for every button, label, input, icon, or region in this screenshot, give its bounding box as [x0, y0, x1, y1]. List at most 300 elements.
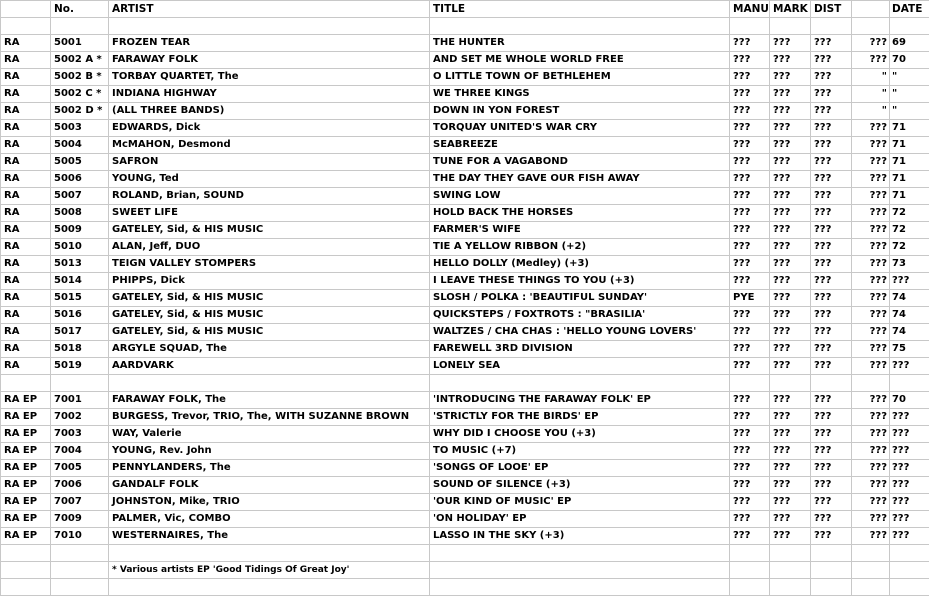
table-row: [1, 256, 929, 273]
cell-catalog-no: 5006: [51, 171, 109, 188]
cell-prefix: RA EP: [1, 426, 51, 443]
table-row: [1, 137, 929, 154]
cell-title: WHY DID I CHOOSE YOU (+3): [430, 426, 730, 443]
cell-catalog-no: 5010: [51, 239, 109, 256]
header-blank: [852, 1, 890, 18]
cell-catalog-no: [51, 375, 109, 392]
cell-dist: ???: [811, 290, 852, 307]
cell-manu: ???: [730, 52, 770, 69]
cell-artist: GANDALF FOLK: [109, 477, 430, 494]
cell-mark: ???: [770, 341, 811, 358]
cell-date: [890, 375, 929, 392]
cell-extra: ???: [852, 290, 890, 307]
cell-dist: ???: [811, 324, 852, 341]
table-row: [1, 52, 929, 69]
cell-catalog-no: 5008: [51, 205, 109, 222]
cell-manu: ???: [730, 392, 770, 409]
cell-title: LASSO IN THE SKY (+3): [430, 528, 730, 545]
cell-catalog-no: 5015: [51, 290, 109, 307]
cell-title: FAREWELL 3RD DIVISION: [430, 341, 730, 358]
cell-manu: ???: [730, 86, 770, 103]
cell-manu: ???: [730, 273, 770, 290]
cell-date: ???: [890, 477, 929, 494]
cell-dist: [811, 375, 852, 392]
table-row: [1, 528, 929, 545]
cell-date: ": [890, 103, 929, 120]
cell-catalog-no: 5013: [51, 256, 109, 273]
table-row: [1, 171, 929, 188]
cell-prefix: [1, 375, 51, 392]
cell-date: [890, 18, 929, 35]
table-row: [1, 69, 929, 86]
cell-dist: ???: [811, 409, 852, 426]
cell-prefix: RA: [1, 103, 51, 120]
cell-date: ???: [890, 494, 929, 511]
cell-manu: [730, 375, 770, 392]
cell-mark: ???: [770, 86, 811, 103]
cell-extra: ???: [852, 511, 890, 528]
table-row: [1, 511, 929, 528]
cell-title: WE THREE KINGS: [430, 86, 730, 103]
cell-dist: [811, 545, 852, 562]
cell-extra: ???: [852, 171, 890, 188]
cell-mark: ???: [770, 358, 811, 375]
cell-extra: ???: [852, 239, 890, 256]
table-row: [1, 392, 929, 409]
cell-artist: ARGYLE SQUAD, The: [109, 341, 430, 358]
cell-date: ": [890, 86, 929, 103]
cell-catalog-no: 5019: [51, 358, 109, 375]
cell-date: ": [890, 69, 929, 86]
cell-dist: ???: [811, 511, 852, 528]
cell-manu: ???: [730, 154, 770, 171]
cell-manu: ???: [730, 477, 770, 494]
header-mark: MARK: [770, 1, 811, 18]
cell-extra: ???: [852, 341, 890, 358]
header-row: [1, 1, 929, 18]
cell-manu: ???: [730, 358, 770, 375]
cell-artist: YOUNG, Ted: [109, 171, 430, 188]
cell-title: HELLO DOLLY (Medley) (+3): [430, 256, 730, 273]
cell-artist: McMAHON, Desmond: [109, 137, 430, 154]
cell-catalog-no: 5002 D *: [51, 103, 109, 120]
cell-manu: ???: [730, 188, 770, 205]
cell-dist: [811, 562, 852, 579]
cell-title: FARMER'S WIFE: [430, 222, 730, 239]
cell-manu: ???: [730, 409, 770, 426]
cell-mark: ???: [770, 52, 811, 69]
cell-title: 'ON HOLIDAY' EP: [430, 511, 730, 528]
cell-date: 71: [890, 120, 929, 137]
cell-title: O LITTLE TOWN OF BETHLEHEM: [430, 69, 730, 86]
cell-dist: ???: [811, 103, 852, 120]
cell-extra: ???: [852, 443, 890, 460]
cell-catalog-no: 7005: [51, 460, 109, 477]
table-row: [1, 120, 929, 137]
cell-catalog-no: 5009: [51, 222, 109, 239]
cell-artist: TORBAY QUARTET, The: [109, 69, 430, 86]
cell-dist: ???: [811, 273, 852, 290]
header-artist: ARTIST: [109, 1, 430, 18]
cell-mark: ???: [770, 426, 811, 443]
cell-catalog-no: 5007: [51, 188, 109, 205]
cell-extra: ???: [852, 426, 890, 443]
cell-catalog-no: 5002 C *: [51, 86, 109, 103]
footnote: * Various artists EP 'Good Tidings Of Great Joy': [109, 562, 430, 579]
table-row: [1, 103, 929, 120]
cell-artist: JOHNSTON, Mike, TRIO: [109, 494, 430, 511]
cell-mark: ???: [770, 239, 811, 256]
cell-artist: YOUNG, Rev. John: [109, 443, 430, 460]
cell-prefix: RA: [1, 290, 51, 307]
cell-dist: ???: [811, 188, 852, 205]
cell-dist: ???: [811, 358, 852, 375]
cell-extra: [852, 579, 890, 596]
cell-prefix: RA: [1, 256, 51, 273]
cell-mark: ???: [770, 511, 811, 528]
cell-catalog-no: 7002: [51, 409, 109, 426]
cell-artist: EDWARDS, Dick: [109, 120, 430, 137]
cell-manu: [730, 18, 770, 35]
cell-mark: ???: [770, 290, 811, 307]
cell-title: SOUND OF SILENCE (+3): [430, 477, 730, 494]
cell-mark: ???: [770, 392, 811, 409]
cell-title: [430, 375, 730, 392]
cell-date: [890, 562, 929, 579]
cell-artist: PHIPPS, Dick: [109, 273, 430, 290]
cell-catalog-no: 5004: [51, 137, 109, 154]
cell-manu: ???: [730, 443, 770, 460]
cell-artist: GATELEY, Sid, & HIS MUSIC: [109, 290, 430, 307]
cell-manu: ???: [730, 426, 770, 443]
cell-manu: [730, 579, 770, 596]
cell-prefix: RA EP: [1, 511, 51, 528]
cell-catalog-no: 5017: [51, 324, 109, 341]
table-row: [1, 188, 929, 205]
cell-dist: ???: [811, 239, 852, 256]
cell-mark: ???: [770, 69, 811, 86]
cell-catalog-no: 5005: [51, 154, 109, 171]
cell-prefix: RA: [1, 324, 51, 341]
cell-title: TUNE FOR A VAGABOND: [430, 154, 730, 171]
cell-title: LONELY SEA: [430, 358, 730, 375]
cell-date: 72: [890, 239, 929, 256]
cell-dist: ???: [811, 86, 852, 103]
cell-manu: PYE: [730, 290, 770, 307]
cell-mark: ???: [770, 307, 811, 324]
cell-mark: ???: [770, 409, 811, 426]
table-row: [1, 426, 929, 443]
cell-mark: ???: [770, 494, 811, 511]
cell-prefix: RA: [1, 188, 51, 205]
cell-mark: ???: [770, 528, 811, 545]
cell-catalog-no: 7004: [51, 443, 109, 460]
cell-catalog-no: [51, 545, 109, 562]
cell-dist: ???: [811, 205, 852, 222]
cell-mark: ???: [770, 205, 811, 222]
cell-catalog-no: 7001: [51, 392, 109, 409]
cell-mark: ???: [770, 477, 811, 494]
cell-date: ???: [890, 273, 929, 290]
cell-prefix: RA EP: [1, 443, 51, 460]
cell-title: QUICKSTEPS / FOXTROTS : "BRASILIA': [430, 307, 730, 324]
cell-prefix: [1, 545, 51, 562]
cell-mark: [770, 375, 811, 392]
cell-manu: ???: [730, 222, 770, 239]
cell-title: [430, 579, 730, 596]
header-title: TITLE: [430, 1, 730, 18]
cell-extra: [852, 375, 890, 392]
cell-dist: ???: [811, 69, 852, 86]
cell-date: ???: [890, 409, 929, 426]
cell-mark: ???: [770, 35, 811, 52]
cell-title: THE DAY THEY GAVE OUR FISH AWAY: [430, 171, 730, 188]
header-date: DATE: [890, 1, 929, 18]
cell-artist: [109, 579, 430, 596]
cell-catalog-no: [51, 579, 109, 596]
table-row: [1, 273, 929, 290]
cell-prefix: RA EP: [1, 477, 51, 494]
cell-extra: ???: [852, 120, 890, 137]
cell-prefix: RA: [1, 307, 51, 324]
cell-dist: ???: [811, 460, 852, 477]
cell-prefix: RA: [1, 171, 51, 188]
cell-artist: ALAN, Jeff, DUO: [109, 239, 430, 256]
cell-mark: ???: [770, 154, 811, 171]
cell-artist: [109, 375, 430, 392]
cell-mark: ???: [770, 171, 811, 188]
cell-prefix: RA: [1, 205, 51, 222]
cell-mark: ???: [770, 460, 811, 477]
header-dist: DIST: [811, 1, 852, 18]
cell-extra: [852, 562, 890, 579]
cell-artist: FARAWAY FOLK: [109, 52, 430, 69]
cell-manu: ???: [730, 35, 770, 52]
cell-date: 70: [890, 52, 929, 69]
cell-extra: ": [852, 103, 890, 120]
cell-extra: ???: [852, 137, 890, 154]
cell-mark: ???: [770, 256, 811, 273]
blank-row: [1, 18, 929, 35]
cell-mark: [770, 18, 811, 35]
header-no: No.: [51, 1, 109, 18]
cell-prefix: RA: [1, 273, 51, 290]
cell-artist: BURGESS, Trevor, TRIO, The, WITH SUZANNE BROWN: [109, 409, 430, 426]
cell-artist: [109, 18, 430, 35]
cell-dist: ???: [811, 477, 852, 494]
footnote-row: [1, 562, 929, 579]
cell-artist: (ALL THREE BANDS): [109, 103, 430, 120]
cell-manu: ???: [730, 171, 770, 188]
cell-title: SEABREEZE: [430, 137, 730, 154]
cell-extra: ": [852, 86, 890, 103]
cell-dist: ???: [811, 341, 852, 358]
cell-catalog-no: 5018: [51, 341, 109, 358]
cell-extra: ???: [852, 324, 890, 341]
cell-date: ???: [890, 443, 929, 460]
table-row: [1, 358, 929, 375]
cell-prefix: [1, 18, 51, 35]
cell-date: 75: [890, 341, 929, 358]
cell-title: TIE A YELLOW RIBBON (+2): [430, 239, 730, 256]
cell-manu: ???: [730, 460, 770, 477]
table-row: [1, 477, 929, 494]
cell-artist: WAY, Valerie: [109, 426, 430, 443]
cell-mark: ???: [770, 324, 811, 341]
cell-prefix: RA: [1, 222, 51, 239]
cell-extra: ???: [852, 494, 890, 511]
cell-extra: ": [852, 69, 890, 86]
cell-prefix: RA EP: [1, 528, 51, 545]
cell-mark: ???: [770, 273, 811, 290]
cell-artist: SAFRON: [109, 154, 430, 171]
cell-extra: [852, 18, 890, 35]
cell-title: I LEAVE THESE THINGS TO YOU (+3): [430, 273, 730, 290]
table-body: [1, 18, 929, 596]
cell-catalog-no: [51, 18, 109, 35]
cell-title: TO MUSIC (+7): [430, 443, 730, 460]
table-row: [1, 460, 929, 477]
cell-catalog-no: 7003: [51, 426, 109, 443]
cell-manu: ???: [730, 256, 770, 273]
cell-artist: SWEET LIFE: [109, 205, 430, 222]
cell-prefix: RA: [1, 52, 51, 69]
cell-date: ???: [890, 426, 929, 443]
cell-catalog-no: 5001: [51, 35, 109, 52]
cell-artist: WESTERNAIRES, The: [109, 528, 430, 545]
cell-date: 71: [890, 171, 929, 188]
cell-date: [890, 579, 929, 596]
cell-title: THE HUNTER: [430, 35, 730, 52]
cell-title: SLOSH / POLKA : 'BEAUTIFUL SUNDAY': [430, 290, 730, 307]
cell-extra: ???: [852, 392, 890, 409]
cell-title: AND SET ME WHOLE WORLD FREE: [430, 52, 730, 69]
blank-row: [1, 579, 929, 596]
cell-catalog-no: 7010: [51, 528, 109, 545]
header-manu: MANU: [730, 1, 770, 18]
cell-catalog-no: 5016: [51, 307, 109, 324]
cell-prefix: [1, 562, 51, 579]
cell-extra: ???: [852, 35, 890, 52]
table-row: [1, 307, 929, 324]
cell-date: 74: [890, 324, 929, 341]
blank-row: [1, 375, 929, 392]
cell-dist: ???: [811, 494, 852, 511]
cell-title: 'OUR KIND OF MUSIC' EP: [430, 494, 730, 511]
table-row: [1, 35, 929, 52]
cell-manu: ???: [730, 494, 770, 511]
cell-title: SWING LOW: [430, 188, 730, 205]
cell-mark: [770, 562, 811, 579]
cell-extra: ???: [852, 358, 890, 375]
cell-title: [430, 545, 730, 562]
cell-catalog-no: 7006: [51, 477, 109, 494]
cell-date: 72: [890, 222, 929, 239]
table-row: [1, 443, 929, 460]
table-row: [1, 494, 929, 511]
cell-catalog-no: 5002 A *: [51, 52, 109, 69]
cell-date: 71: [890, 154, 929, 171]
cell-dist: ???: [811, 443, 852, 460]
blank-row: [1, 545, 929, 562]
cell-extra: ???: [852, 256, 890, 273]
cell-mark: [770, 545, 811, 562]
cell-extra: ???: [852, 409, 890, 426]
cell-date: 72: [890, 205, 929, 222]
table-row: [1, 154, 929, 171]
table-row: [1, 290, 929, 307]
cell-catalog-no: 7007: [51, 494, 109, 511]
cell-manu: ???: [730, 103, 770, 120]
cell-mark: ???: [770, 137, 811, 154]
cell-date: [890, 545, 929, 562]
cell-extra: ???: [852, 460, 890, 477]
cell-manu: ???: [730, 205, 770, 222]
cell-extra: ???: [852, 307, 890, 324]
table-row: [1, 341, 929, 358]
cell-artist: INDIANA HIGHWAY: [109, 86, 430, 103]
cell-title: TORQUAY UNITED'S WAR CRY: [430, 120, 730, 137]
table-row: [1, 409, 929, 426]
cell-dist: ???: [811, 307, 852, 324]
table-row: [1, 239, 929, 256]
cell-date: 70: [890, 392, 929, 409]
cell-dist: ???: [811, 35, 852, 52]
cell-manu: [730, 562, 770, 579]
cell-mark: ???: [770, 103, 811, 120]
cell-dist: ???: [811, 171, 852, 188]
cell-prefix: RA EP: [1, 409, 51, 426]
cell-manu: ???: [730, 324, 770, 341]
table-row: [1, 86, 929, 103]
cell-title: 'INTRODUCING THE FARAWAY FOLK' EP: [430, 392, 730, 409]
cell-extra: ???: [852, 528, 890, 545]
cell-prefix: RA: [1, 341, 51, 358]
cell-extra: ???: [852, 188, 890, 205]
cell-prefix: RA: [1, 120, 51, 137]
cell-date: 69: [890, 35, 929, 52]
cell-date: ???: [890, 528, 929, 545]
cell-date: ???: [890, 511, 929, 528]
cell-catalog-no: 7009: [51, 511, 109, 528]
cell-mark: ???: [770, 443, 811, 460]
cell-title: HOLD BACK THE HORSES: [430, 205, 730, 222]
cell-manu: ???: [730, 239, 770, 256]
cell-prefix: RA: [1, 358, 51, 375]
cell-prefix: RA: [1, 35, 51, 52]
cell-artist: GATELEY, Sid, & HIS MUSIC: [109, 324, 430, 341]
cell-artist: TEIGN VALLEY STOMPERS: [109, 256, 430, 273]
cell-date: ???: [890, 460, 929, 477]
cell-title: 'STRICTLY FOR THE BIRDS' EP: [430, 409, 730, 426]
cell-manu: ???: [730, 528, 770, 545]
cell-prefix: RA EP: [1, 460, 51, 477]
table-row: [1, 324, 929, 341]
cell-extra: ???: [852, 205, 890, 222]
cell-manu: ???: [730, 137, 770, 154]
cell-date: 71: [890, 188, 929, 205]
cell-artist: PALMER, Vic, COMBO: [109, 511, 430, 528]
cell-manu: ???: [730, 307, 770, 324]
cell-extra: ???: [852, 477, 890, 494]
cell-dist: [811, 579, 852, 596]
cell-date: 71: [890, 137, 929, 154]
cell-prefix: RA EP: [1, 392, 51, 409]
cell-dist: ???: [811, 120, 852, 137]
cell-catalog-no: 5003: [51, 120, 109, 137]
cell-title: DOWN IN YON FOREST: [430, 103, 730, 120]
cell-artist: GATELEY, Sid, & HIS MUSIC: [109, 222, 430, 239]
